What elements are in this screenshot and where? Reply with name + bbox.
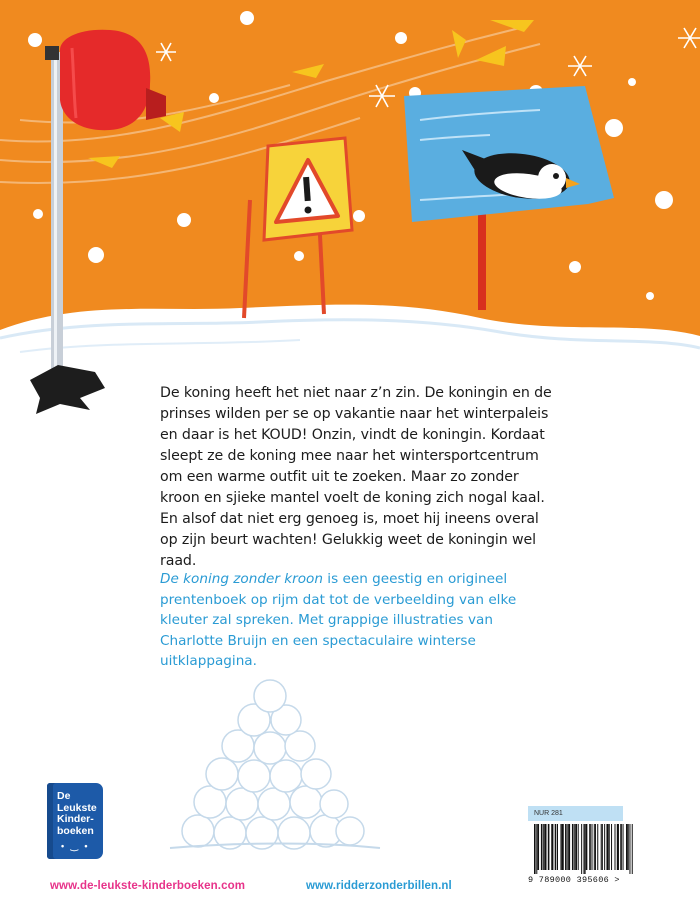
barcode-bar — [534, 824, 536, 874]
barcode-bar — [536, 824, 537, 874]
barcode-bars — [528, 822, 638, 876]
barcode-bar — [567, 824, 568, 870]
book-title: De koning zonder kroon — [160, 571, 323, 587]
barcode-bar — [548, 824, 550, 870]
logo-line: boeken — [57, 824, 94, 837]
promo-text: is een geestig en origineel prentenboek op rijm dat tot de verbeelding van elke kleuter zal spreken. Met grappige illustraties van Charlotte Bruijn en een spectaculaire winterse uitklappagina. — [160, 571, 517, 669]
barcode-bar — [608, 824, 609, 870]
barcode-bar — [602, 824, 603, 870]
barcode-bar — [581, 824, 582, 874]
nur-code: NUR 281 — [528, 806, 623, 821]
barcode-bar — [578, 824, 579, 870]
isbn-number: 9 789000 395606 > — [528, 875, 620, 885]
barcode-bar — [546, 824, 547, 870]
barcode-bar — [557, 824, 558, 870]
description-text: De koning heeft het niet naar z’n zin. De koningin en de prinses wilden per se op vakantie naar het winterpaleis en daar is het KOUD! Onzin, vindt de koningin. Kordaat sleept ze de koning mee naar het wintersportcentrum om een warme outfit uit te zoeken. Maar zo zonder kroon en sjieke mantel voelt de koning zich nogal kaal. En alsof dat niet erg genoeg is, moet hij ineens overal op zijn beurt wachten! Gelukkig weet de koningin wel raad. — [160, 385, 552, 569]
barcode-bar — [611, 824, 612, 870]
barcode-bar — [618, 824, 619, 870]
smiley-icon: • ‿ • — [61, 841, 90, 851]
barcode-bar — [552, 824, 553, 870]
barcode-bar — [574, 824, 575, 870]
barcode-bar — [620, 824, 622, 870]
barcode-bar — [597, 824, 598, 870]
barcode-bar — [601, 824, 602, 870]
barcode-bar — [595, 824, 596, 870]
barcode-bar — [572, 824, 574, 870]
barcode-bar — [563, 824, 564, 870]
logo-line: Kinder- — [57, 813, 94, 825]
barcode-bar — [623, 824, 624, 870]
barcode-bar — [594, 824, 595, 870]
barcode-bar — [604, 824, 605, 870]
barcode-bar — [565, 824, 567, 870]
barcode-bar — [585, 824, 586, 874]
barcode-bar — [627, 824, 629, 870]
kinderboeken-url-link[interactable]: www.de-leukste-kinderboeken.com — [50, 880, 246, 892]
barcode-bar — [589, 824, 591, 870]
barcode-bar — [541, 824, 543, 870]
barcode-bar — [615, 824, 616, 870]
barcode-bar — [537, 824, 539, 870]
barcode-bar — [592, 824, 593, 870]
barcode-bar — [583, 824, 584, 874]
barcode-bar — [626, 824, 627, 870]
book-promo — [160, 569, 555, 672]
logo-line: De — [57, 790, 71, 802]
barcode-bar — [629, 824, 630, 874]
ridderzonderbillen-url-link[interactable]: www.ridderzonderbillen.nl — [306, 880, 452, 892]
barcode-bar — [609, 824, 610, 870]
leukste-kinderboeken-logo — [47, 783, 103, 859]
book-description — [160, 383, 560, 572]
barcode-bar — [632, 824, 633, 874]
barcode-bar — [560, 824, 561, 870]
barcode-bar — [543, 824, 544, 870]
barcode-bar — [569, 824, 571, 870]
barcode-bar — [586, 824, 588, 870]
barcode-bar — [575, 824, 577, 870]
barcode-bar — [555, 824, 557, 870]
logo-line: Leukste — [57, 801, 97, 814]
